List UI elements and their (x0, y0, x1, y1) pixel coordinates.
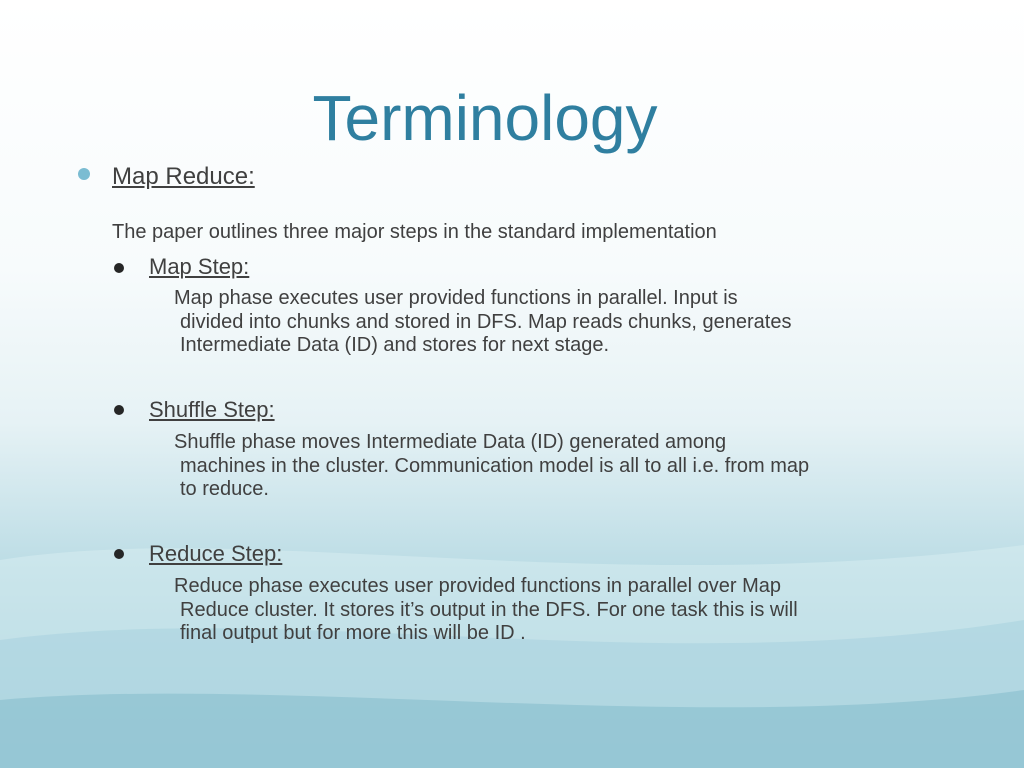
shuffle-step-description (174, 431, 970, 502)
shuffle-step-heading: Shuffle Step: (149, 397, 275, 422)
map-step-description (174, 287, 970, 358)
description-line: final output but for more this will be ID . (180, 622, 526, 644)
intro-text: The paper outlines three major steps in the standard implementation (112, 221, 717, 243)
description-line: machines in the cluster. Communication model is all to all i.e. from map (180, 454, 810, 477)
description-line: to reduce. (180, 478, 269, 500)
description-line: Map phase executes user provided functions in parallel. Input is (174, 287, 738, 309)
description-line: Shuffle phase moves Intermediate Data (ID) generated among (174, 431, 727, 453)
description-line: divided into chunks and stored in DFS. Map reads chunks, generates (180, 310, 792, 333)
bullet-dot-icon (78, 168, 90, 180)
slide-title: Terminology (312, 82, 658, 154)
bullet-dot-icon (114, 405, 124, 415)
map-step-heading: Map Step: (149, 254, 250, 279)
main-bullet-heading: Map Reduce: (112, 163, 255, 190)
description-line: Intermediate Data (ID) and stores for next stage. (180, 334, 610, 356)
bullet-dot-icon (114, 263, 124, 273)
description-line: Reduce cluster. It stores it’s output in the DFS. For one task this is will (180, 598, 798, 621)
reduce-step-heading: Reduce Step: (149, 541, 283, 566)
reduce-step-description (174, 575, 970, 646)
description-line: Reduce phase executes user provided functions in parallel over Map (174, 575, 782, 597)
bullet-dot-icon (114, 549, 124, 559)
